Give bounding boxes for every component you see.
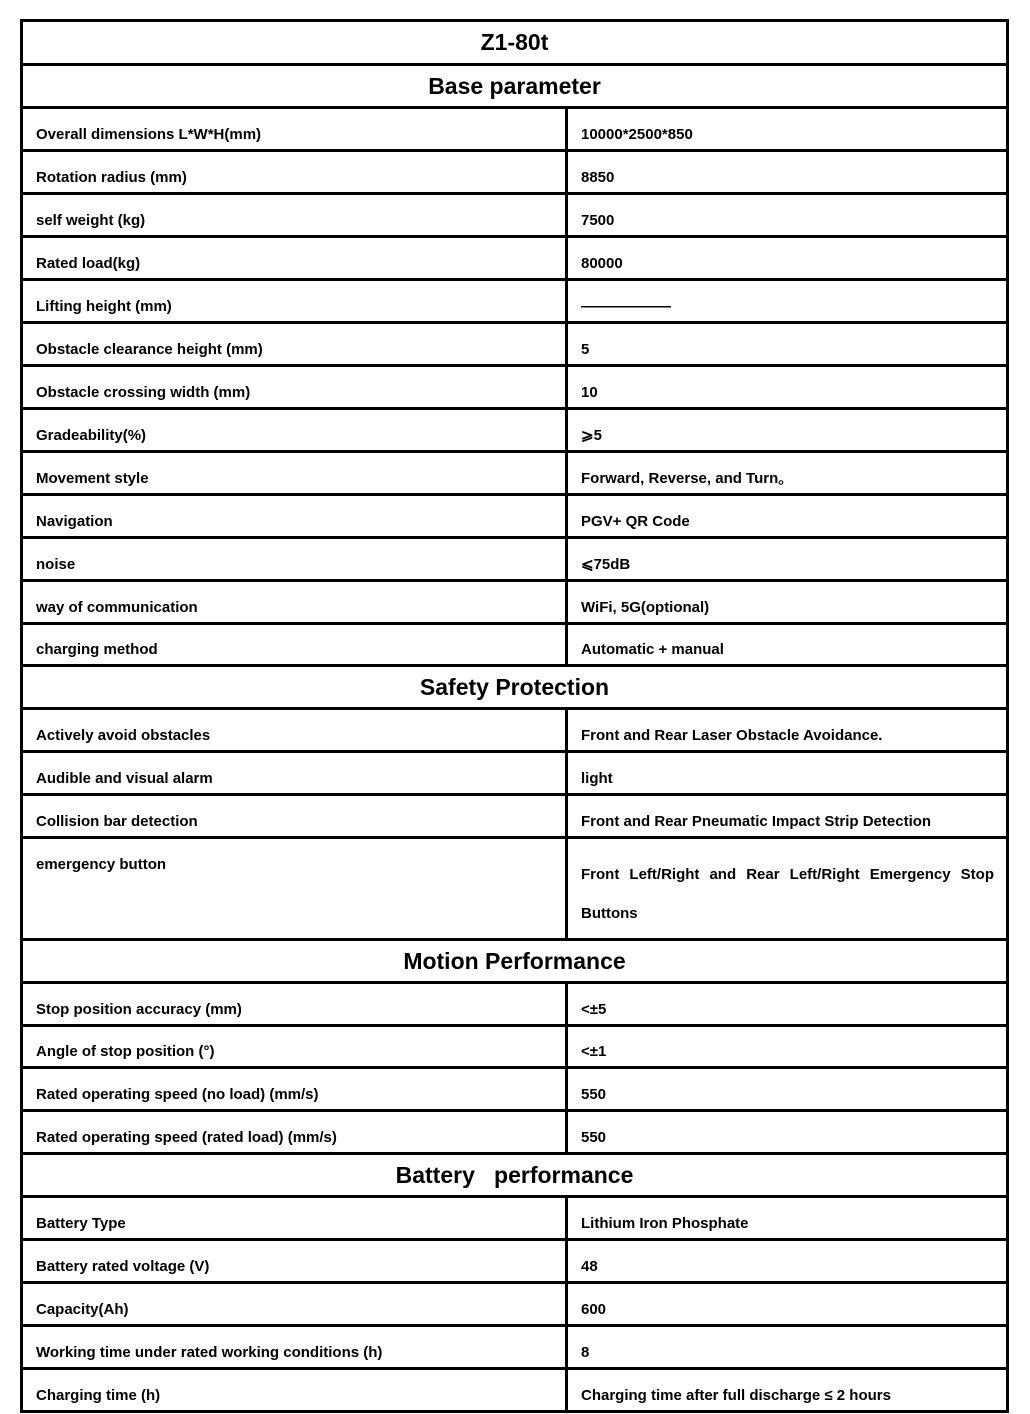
table-row — [22, 280, 1008, 323]
parameter-value: 10000*2500*850 — [567, 108, 1008, 151]
parameter-value: 550 — [567, 1111, 1008, 1154]
parameter-value: WiFi, 5G(optional) — [567, 581, 1008, 624]
parameter-value: Front and Rear Pneumatic Impact Strip Detection — [567, 795, 1008, 838]
parameter-label: Angle of stop position (°) — [22, 1026, 567, 1068]
parameter-value: 600 — [567, 1283, 1008, 1326]
table-row — [22, 1326, 1008, 1369]
table-row — [22, 795, 1008, 838]
parameter-label: Obstacle crossing width (mm) — [22, 366, 567, 409]
table-row — [22, 1068, 1008, 1111]
parameter-label: Audible and visual alarm — [22, 752, 567, 795]
parameter-value: 550 — [567, 1068, 1008, 1111]
parameter-label: Battery rated voltage (V) — [22, 1240, 567, 1283]
section-heading-row — [22, 666, 1008, 709]
parameter-label: Actively avoid obstacles — [22, 709, 567, 752]
parameter-value: Automatic + manual — [567, 624, 1008, 666]
parameter-label: Obstacle clearance height (mm) — [22, 323, 567, 366]
parameter-label: Movement style — [22, 452, 567, 495]
parameter-label: emergency button — [22, 838, 567, 940]
table-row — [22, 1197, 1008, 1240]
parameter-label: Charging time (h) — [22, 1369, 567, 1412]
parameter-value: 8850 — [567, 151, 1008, 194]
parameter-value: ⩾5 — [567, 409, 1008, 452]
parameter-value: Charging time after full discharge ≤ 2 hours — [567, 1369, 1008, 1412]
table-row — [22, 538, 1008, 581]
table-row — [22, 1111, 1008, 1154]
parameter-label: Rated load(kg) — [22, 237, 567, 280]
parameter-label: Rotation radius (mm) — [22, 151, 567, 194]
parameter-value: ⩽75dB — [567, 538, 1008, 581]
parameter-value: 48 — [567, 1240, 1008, 1283]
table-row — [22, 194, 1008, 237]
table-row — [22, 409, 1008, 452]
parameter-label: Overall dimensions L*W*H(mm) — [22, 108, 567, 151]
parameter-label: self weight (kg) — [22, 194, 567, 237]
parameter-value: 8 — [567, 1326, 1008, 1369]
title-row — [22, 21, 1008, 65]
spec-table — [20, 19, 1009, 1413]
parameter-label: Rated operating speed (no load) (mm/s) — [22, 1068, 567, 1111]
table-row — [22, 151, 1008, 194]
section-heading-row — [22, 1154, 1008, 1197]
table-row — [22, 709, 1008, 752]
parameter-label: charging method — [22, 624, 567, 666]
table-row — [22, 366, 1008, 409]
parameter-label: Gradeability(%) — [22, 409, 567, 452]
parameter-label: Capacity(Ah) — [22, 1283, 567, 1326]
table-row — [22, 1283, 1008, 1326]
section-heading: Safety Protection — [22, 666, 1008, 709]
section-heading: Battery performance — [22, 1154, 1008, 1197]
spec-table-body — [22, 21, 1008, 1412]
section-heading: Motion Performance — [22, 940, 1008, 983]
table-row — [22, 1026, 1008, 1068]
parameter-value: Front Left/Right and Rear Left/Right Emergency Stop Buttons — [567, 838, 1008, 940]
table-row — [22, 624, 1008, 666]
parameter-value: —————— — [567, 280, 1008, 323]
parameter-value: 10 — [567, 366, 1008, 409]
section-heading-row — [22, 940, 1008, 983]
parameter-label: Working time under rated working conditions (h) — [22, 1326, 567, 1369]
table-row — [22, 1369, 1008, 1412]
table-row — [22, 983, 1008, 1026]
table-row — [22, 495, 1008, 538]
parameter-value: 80000 — [567, 237, 1008, 280]
table-row — [22, 452, 1008, 495]
table-row — [22, 237, 1008, 280]
parameter-label: Battery Type — [22, 1197, 567, 1240]
parameter-value: 7500 — [567, 194, 1008, 237]
parameter-value: <±5 — [567, 983, 1008, 1026]
table-row — [22, 752, 1008, 795]
table-row — [22, 1240, 1008, 1283]
table-row — [22, 838, 1008, 940]
parameter-label: Navigation — [22, 495, 567, 538]
section-heading: Base parameter — [22, 65, 1008, 108]
table-row — [22, 108, 1008, 151]
parameter-value: 5 — [567, 323, 1008, 366]
parameter-value: PGV+ QR Code — [567, 495, 1008, 538]
model-title: Z1-80t — [22, 21, 1008, 65]
table-row — [22, 581, 1008, 624]
parameter-label: way of communication — [22, 581, 567, 624]
table-row — [22, 323, 1008, 366]
parameter-label: Collision bar detection — [22, 795, 567, 838]
parameter-value: Forward, Reverse, and Turn。 — [567, 452, 1008, 495]
parameter-label: Stop position accuracy (mm) — [22, 983, 567, 1026]
section-heading-row — [22, 65, 1008, 108]
parameter-value: Front and Rear Laser Obstacle Avoidance. — [567, 709, 1008, 752]
parameter-label: Rated operating speed (rated load) (mm/s) — [22, 1111, 567, 1154]
parameter-value: light — [567, 752, 1008, 795]
parameter-value: Lithium Iron Phosphate — [567, 1197, 1008, 1240]
parameter-label: noise — [22, 538, 567, 581]
parameter-label: Lifting height (mm) — [22, 280, 567, 323]
parameter-value: <±1 — [567, 1026, 1008, 1068]
